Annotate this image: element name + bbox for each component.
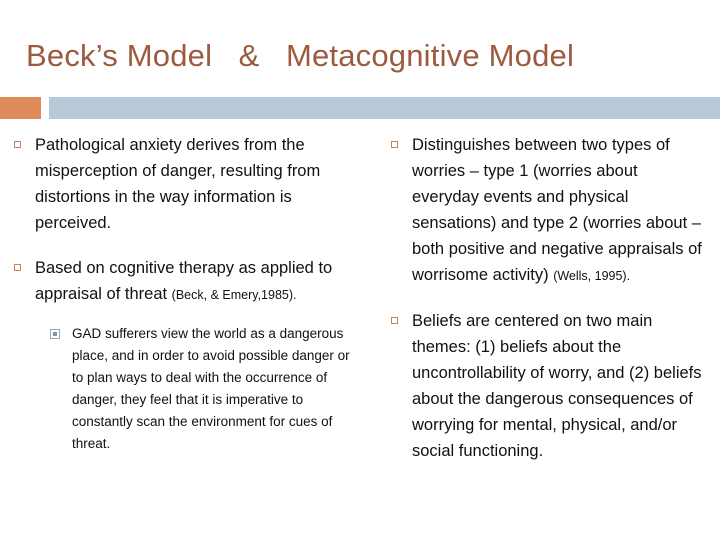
slide-title: Beck’s Model & Metacognitive Model <box>26 38 575 73</box>
accent-bar-orange <box>0 97 41 119</box>
bullet-item <box>391 132 709 289</box>
square-bullet-icon <box>391 141 398 148</box>
bullet-item <box>14 132 354 236</box>
square-bullet-icon <box>14 264 21 271</box>
filled-square-bullet-icon <box>50 329 60 339</box>
bullet-text: Distinguishes between two types of worries – type 1 (worries about everyday events and physical sensations) and type 2 (worries about – both positive and negative appraisals of worrisome activity) <box>412 136 702 284</box>
bullet-text: Beliefs are centered on two main themes: (1) beliefs about the uncontrollability of worry, and (2) beliefs about the dangerous consequences of worrying for mental, physical, and/or social functioning. <box>412 312 702 460</box>
bullet-text: Based on cognitive therapy as applied to appraisal of threat <box>35 259 333 303</box>
left-column <box>14 132 354 455</box>
right-column <box>391 132 709 483</box>
bullet-item <box>14 255 354 308</box>
bullet-item <box>391 308 709 464</box>
bullet-citation: (Beck, & Emery,1985). <box>171 288 297 302</box>
sub-bullet-text: GAD sufferers view the world as a dangerous place, and in order to avoid possible danger or to plan ways to deal with the occurrence of danger, they feel that it is imperative to constantly scan the environment for cues of threat. <box>72 326 350 451</box>
square-bullet-icon <box>14 141 21 148</box>
accent-bar-blue <box>49 97 720 119</box>
bullet-text: Pathological anxiety derives from the misperception of danger, resulting from distortions in the way information is perceived. <box>35 136 321 232</box>
square-bullet-icon <box>391 317 398 324</box>
bullet-citation: (Wells, 1995). <box>553 269 631 283</box>
sub-bullet-item <box>50 323 354 455</box>
